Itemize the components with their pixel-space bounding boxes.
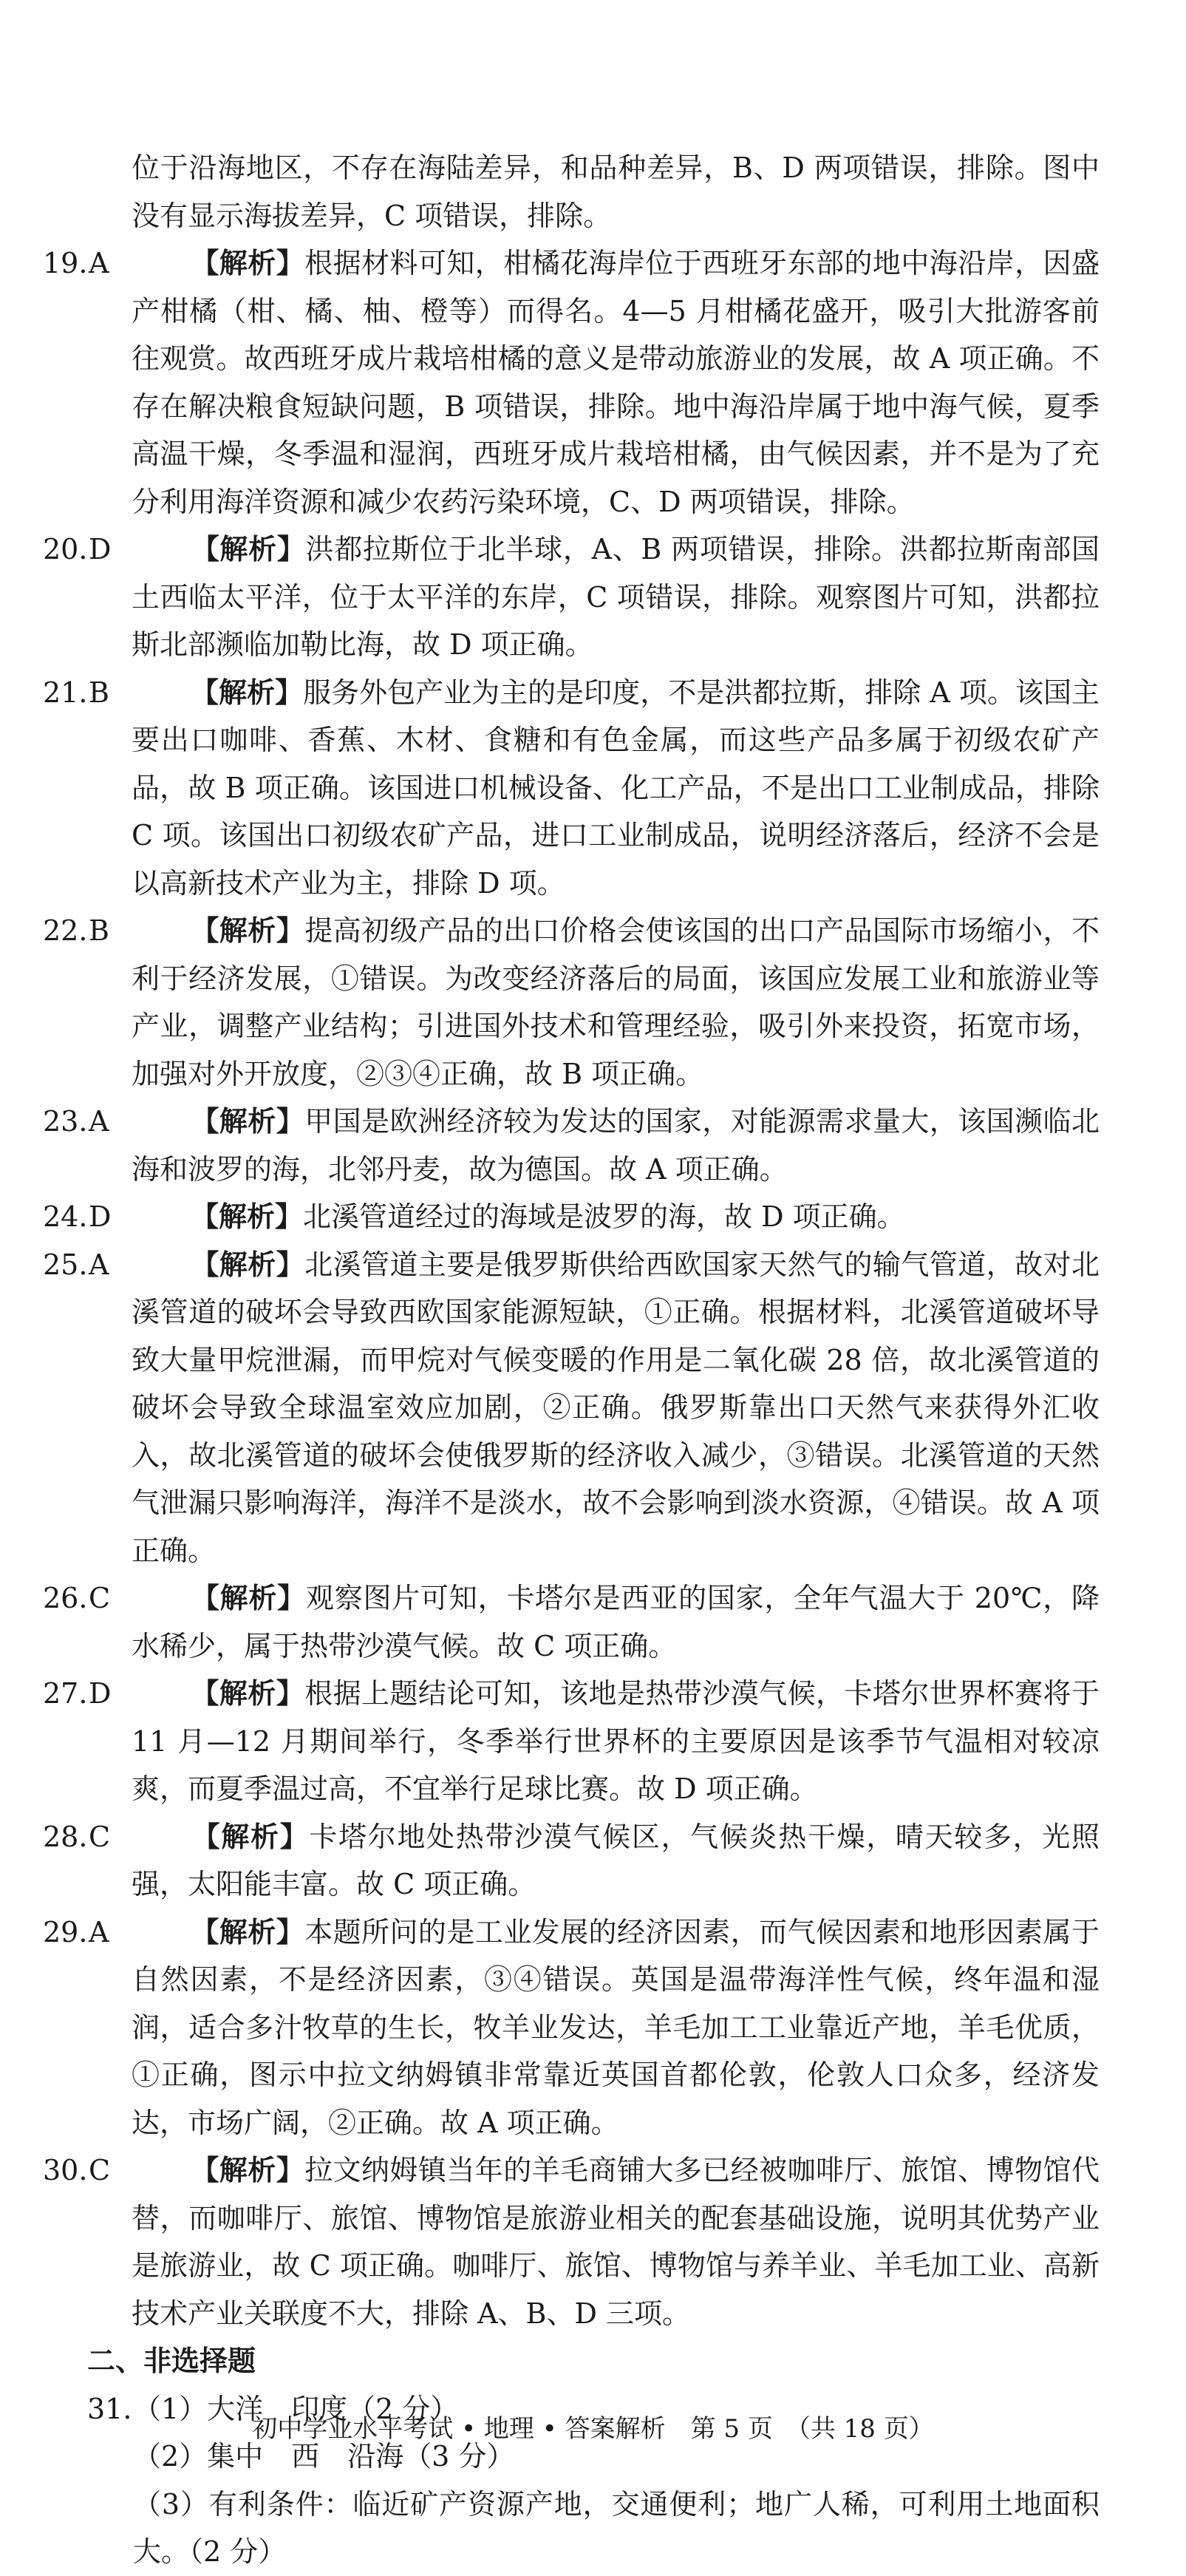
analysis-tag: 【解析】	[191, 2154, 305, 2186]
analysis-text: 本题所问的是工业发展的经济因素，而气候因素和地形因素属于自然因素，不是经济因素，③④错误。英国是温带海洋性气候，终年温和湿润，适合多汁牧草的生长，牧羊业发达，羊毛加工工业靠近产地，羊毛优质，①正确，图示中拉文纳姆镇非常靠近英国首都伦敦，伦敦人口众多，经济发达，市场广阔，②正确。故 A 项正确。	[132, 1915, 1100, 2139]
q31-line-2: （2）集中 西 沿海（3 分）	[133, 2440, 515, 2473]
answer-letter: A	[89, 1105, 109, 1138]
analysis-tag: 【解析】	[191, 1105, 305, 1138]
answer-letter: B	[89, 676, 109, 709]
analysis-tag: 【解析】	[191, 1915, 305, 1948]
analysis-text: 北溪管道主要是俄罗斯供给西欧国家天然气的输气管道，故对北溪管道的破坏会导致西欧国家能源短缺，①正确。根据材料，北溪管道破坏导致大量甲烷泄漏，而甲烷对气候变暖的作用是二氧化碳 28 倍，故北溪管道的破坏会导致全球温室效应加剧，②正确。俄罗斯靠出口天然气来获得外汇收入，故北溪管道的破坏会使俄罗斯的经济收入减少，③错误。北溪管道的天然气泄漏只影响海洋，海洋不是淡水，故不会影响到淡水资源，④错误。故 A 项正确。	[132, 1248, 1100, 1567]
question-number: 29.	[43, 1915, 88, 1948]
answer-item	[43, 1813, 1100, 1909]
analysis-tag: 【解析】	[191, 1677, 305, 1710]
analysis-text: 根据材料可知，柑橘花海岸位于西班牙东部的地中海沿岸，因盛产柑橘（柑、橘、柚、橙等）而得名。4—5 月柑橘花盛开，吸引大批游客前往观赏。故西班牙成片栽培柑橘的意义是带动旅游业的发展，故 A 项正确。不存在解决粮食短缺问题，B 项错误，排除。地中海沿岸属于地中海气候，夏季高温干燥，冬季温和湿润，西班牙成片栽培柑橘，由气候因素，并不是为了充分利用海洋资源和减少农药污染环境，C、D 两项错误，排除。	[132, 247, 1100, 518]
answer-item	[43, 1098, 1100, 1193]
question-number: 23.	[43, 1105, 88, 1138]
page-footer: 初中学业水平考试 • 地理 • 答案解析 第 5 页 （共 18 页）	[252, 2414, 934, 2444]
analysis-tag: 【解析】	[191, 1248, 305, 1281]
analysis-text: 北溪管道经过的海域是波罗的海，故 D 项正确。	[303, 1200, 905, 1233]
question-number: 30.	[43, 2154, 88, 2186]
answer-letter: B	[89, 914, 109, 947]
question-number: 28.	[43, 1820, 88, 1853]
analysis-text: 拉文纳姆镇当年的羊毛商铺大多已经被咖啡厅、旅馆、博物馆代替，而咖啡厅、旅馆、博物馆是旅游业相关的配套基础设施，说明其优势产业是旅游业，故 C 项正确。咖啡厅、旅馆、博物馆与养羊业、羊毛加工业、高新技术产业关联度不大，排除 A、B、D 三项。	[132, 2154, 1100, 2330]
answer-item	[43, 1241, 1100, 1575]
answer-letter: D	[89, 1677, 112, 1710]
answer-item	[43, 669, 1100, 908]
answer-letter: D	[89, 533, 112, 565]
answer-item	[43, 239, 1100, 526]
intro-paragraph: 位于沿海地区，不存在海陆差异，和品种差异，B、D 两项错误，排除。图中没有显示海拔差异，C 项错误，排除。	[132, 152, 1100, 232]
answer-letter: C	[89, 1820, 111, 1853]
question-number: 26.	[43, 1582, 88, 1614]
analysis-tag: 【解析】	[191, 914, 305, 947]
q31-line-3: （3）有利条件：临近矿产资源产地，交通便利；地广人稀，可利用土地面积大。（2 分）	[133, 2487, 1100, 2568]
analysis-text: 提高初级产品的出口价格会使该国的出口产品国际市场缩小，不利于经济发展，①错误。为改变经济落后的局面，该国应发展工业和旅游业等产业，调整产业结构；引进国外技术和管理经验，吸引外来投资，拓宽市场，加强对外开放度，②③④正确，故 B 项正确。	[132, 914, 1100, 1090]
answer-item	[43, 1193, 1100, 1241]
question-number: 27.	[43, 1677, 88, 1710]
question-number: 25.	[43, 1248, 88, 1281]
page-content	[43, 144, 1100, 2576]
answer-letter: D	[89, 1200, 112, 1233]
analysis-text: 甲国是欧洲经济较为发达的国家，对能源需求量大，该国濒临北海和波罗的海，北邻丹麦，故为德国。故 A 项正确。	[132, 1105, 1100, 1186]
answer-letter: A	[89, 247, 109, 279]
answer-item	[43, 907, 1100, 1098]
analysis-tag: 【解析】	[191, 1200, 304, 1233]
analysis-text: 根据上题结论可知，该地是热带沙漠气候，卡塔尔世界杯赛将于 11 月—12 月期间举行，冬季举行世界杯的主要原因是该季节气温相对较凉爽，而夏季温过高，不宜举行足球比赛。故 D 项正确。	[132, 1677, 1100, 1805]
analysis-tag: 【解析】	[191, 1582, 306, 1614]
analysis-text: 服务外包产业为主的是印度，不是洪都拉斯，排除 A 项。该国主要出口咖啡、香蕉、木材、食糖和有色金属，而这些产品多属于初级农矿产品，故 B 项正确。该国进口机械设备、化工产品，不是出口工业制成品，排除 C 项。该国出口初级农矿产品，进口工业制成品，说明经济落后，经济不会是以高新技术产业为主，排除 D 项。	[132, 676, 1100, 900]
answer-item	[43, 1909, 1100, 2147]
analysis-tag: 【解析】	[191, 1820, 310, 1853]
question-number: 21.	[43, 676, 88, 709]
analysis-text: 洪都拉斯位于北半球，A、B 两项错误，排除。洪都拉斯南部国土西临太平洋，位于太平洋的东岸，C 项错误，排除。观察图片可知，洪都拉斯北部濒临加勒比海，故 D 项正确。	[132, 533, 1100, 661]
answer-letter: A	[89, 1248, 109, 1281]
answer-item	[43, 1574, 1100, 1670]
question-number: 20.	[43, 533, 88, 565]
section-heading: 二、非选择题	[87, 2345, 256, 2377]
answer-letter: C	[89, 1582, 111, 1614]
analysis-text: 卡塔尔地处热带沙漠气候区，气候炎热干燥，晴天较多，光照强，太阳能丰富。故 C 项正确。	[132, 1820, 1100, 1900]
analysis-tag: 【解析】	[191, 247, 305, 279]
q31-number: 31.	[87, 2392, 132, 2425]
analysis-tag: 【解析】	[191, 533, 306, 565]
answer-items-list	[43, 239, 1100, 2337]
question-number: 24.	[43, 1200, 88, 1233]
analysis-tag: 【解析】	[191, 676, 304, 709]
answer-letter: A	[89, 1915, 109, 1948]
answer-item	[43, 2147, 1100, 2337]
answer-item	[43, 1670, 1100, 1813]
analysis-text: 观察图片可知，卡塔尔是西亚的国家，全年气温大于 20℃，降水稀少，属于热带沙漠气候。故 C 项正确。	[132, 1582, 1100, 1662]
answer-letter: C	[89, 2154, 111, 2186]
q31-part-1: （1）大洋 印度（2 分）	[133, 2392, 459, 2425]
question-number: 19.	[43, 247, 88, 279]
answer-item	[43, 526, 1100, 669]
question-number: 22.	[43, 914, 88, 947]
